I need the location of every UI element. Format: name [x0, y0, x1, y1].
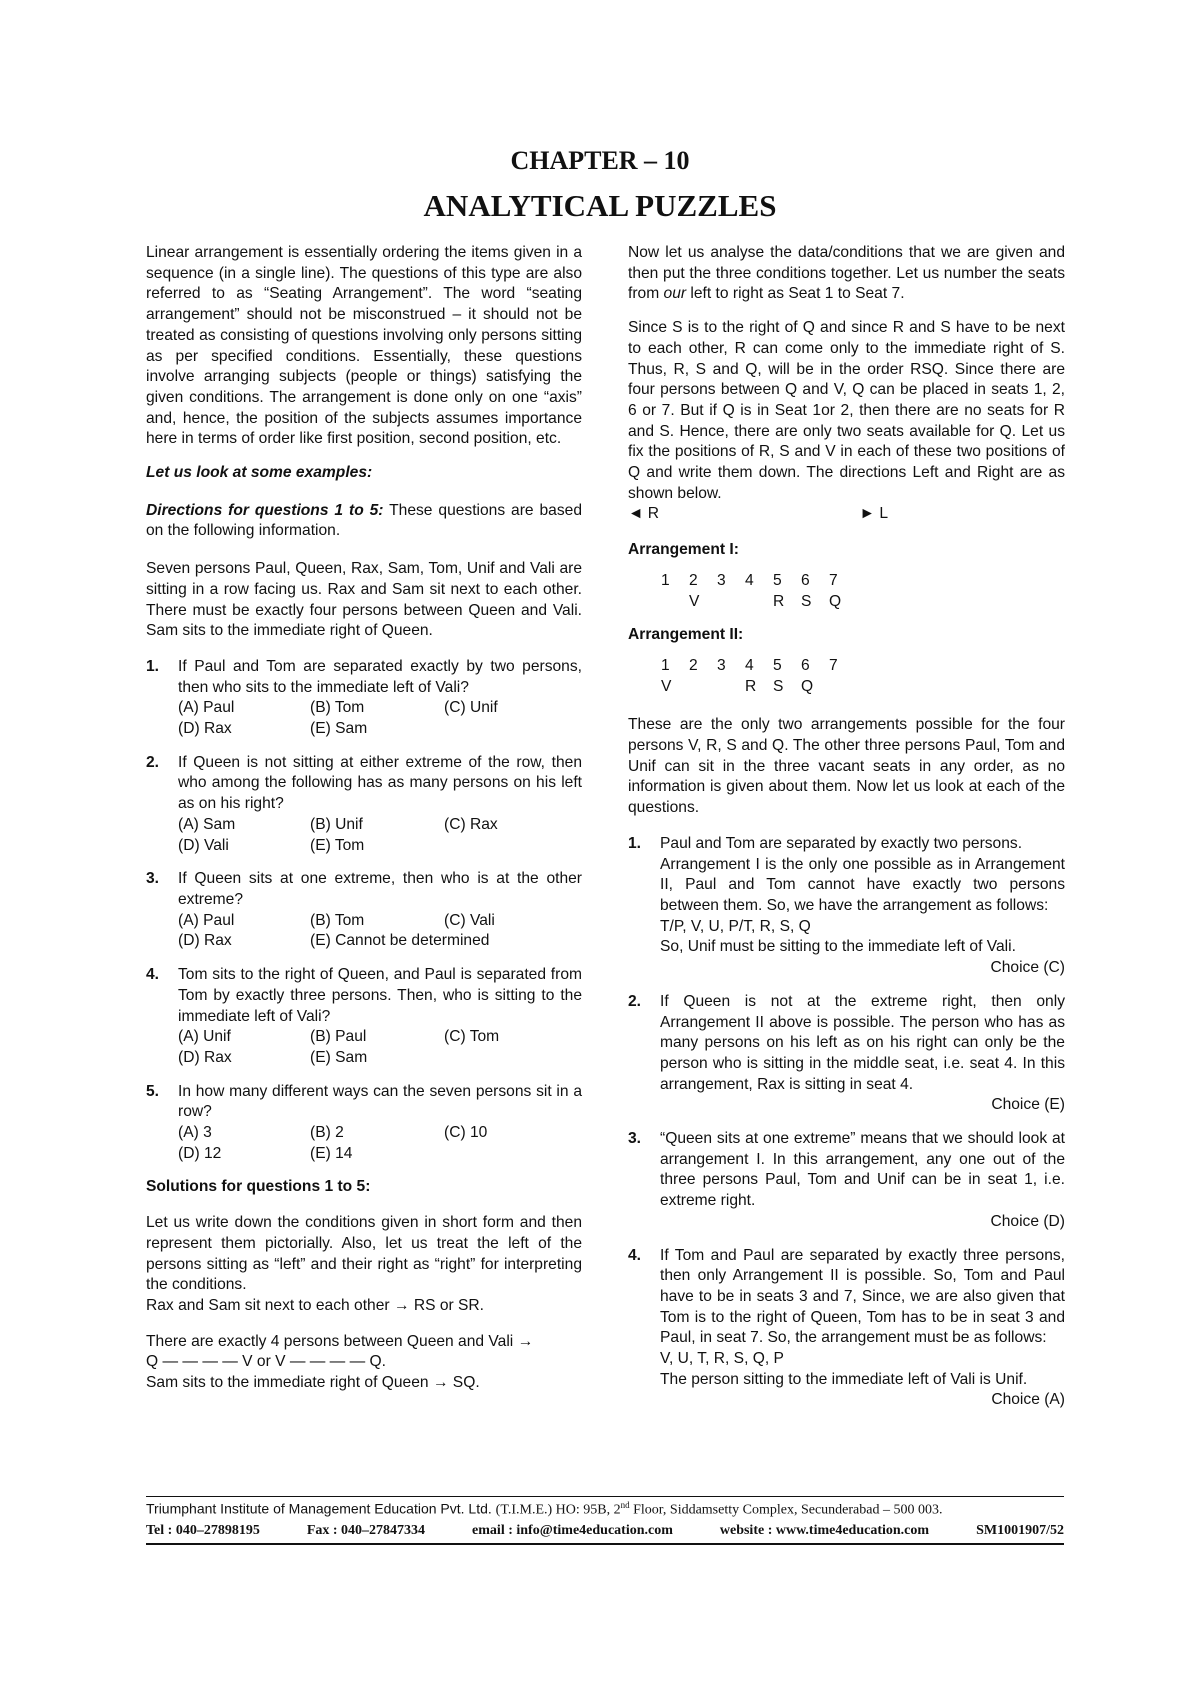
question-number: 1.: [146, 657, 160, 675]
directions-label: Directions for questions 1 to 5:: [146, 501, 384, 519]
answer-item: [628, 1129, 1065, 1233]
seat-number: 2: [689, 571, 698, 589]
arrangement-1-label: Arrangement I:: [628, 541, 739, 559]
question-option: (C) Tom: [444, 1028, 500, 1046]
answer-line: If Tom and Paul are separated by exactly three persons, then only Arrangement II is possible. So, Tom and Paul have to be in seats 3 and 7, Since, we are also given that Tom is to the right of Queen, Tom has to be in seat 3 and Paul, in seat 7. So, the arrangement must be as follows:: [660, 1246, 1065, 1347]
question-options: [178, 1123, 582, 1164]
direction-right-label: ► L: [859, 505, 888, 523]
question-text: Tom sits to the right of Queen, and Paul is separated from Tom by exactly three persons. Then, who is sitting to the immediate left of Vali?: [178, 966, 582, 1025]
page-footer: [146, 1496, 1064, 1545]
arrangement-1-grid: [661, 571, 1065, 612]
seat-person: R: [745, 677, 757, 695]
answer-choice: Choice (D): [990, 1212, 1065, 1230]
analysis-emphasis: our: [663, 285, 687, 303]
question-number: 4.: [146, 966, 160, 984]
seat-number: 4: [745, 656, 754, 674]
question-option: (A) Paul: [178, 911, 235, 929]
answer-choice: Choice (A): [991, 1391, 1065, 1409]
seat-number: 7: [829, 571, 838, 589]
solutions-heading: Solutions for questions 1 to 5:: [146, 1178, 371, 1196]
answer-number: 3.: [628, 1130, 642, 1148]
question-list: [146, 657, 582, 1164]
analysis-paragraph-2: Since S is to the right of Q and since R and S have to be next to each other, R can come only to the immediate right of S. Thus, R, S and Q, will be in the order RSQ. Since there are four persons between Q and V, Q can be placed in seats 1, 2, 6 or 7. But if Q is in Seat 1or 2, then there are no seats for R and S. Hence, there are only two seats available for Q. Let us fix the positions of R, S and V in each of these two positions of Q and write them down. The directions Left and Right are as shown below.: [628, 319, 1065, 502]
seat-person: Q: [829, 592, 842, 610]
answer-number: 1.: [628, 834, 642, 852]
seat-number: 1: [661, 571, 670, 589]
seat-person: V: [661, 677, 672, 695]
analysis-paragraph-3: These are the only two arrangements possible for the four persons V, R, S and Q. The other three persons Paul, Tom and Unif can sit in the three vacant seats in any order, as no information is given about them. Now let us look at each of the questions.: [628, 716, 1065, 817]
solution-paragraph-3a: There are exactly 4 persons between Queen and Vali →: [146, 1332, 534, 1350]
question-option: (A) 3: [178, 1124, 212, 1142]
seat-person: [745, 592, 773, 613]
question-option: (D) Vali: [178, 836, 229, 854]
seat-number: 7: [829, 656, 838, 674]
seat-number: 5: [773, 656, 782, 674]
seat-person: [829, 677, 857, 698]
answer-body: [660, 992, 1065, 1116]
question-options: [178, 911, 582, 952]
question-option: (D) Rax: [178, 932, 232, 950]
directions-paragraph: [146, 501, 582, 542]
info-paragraph: Seven persons Paul, Queen, Rax, Sam, Tom, Unif and Vali are sitting in a row facing us. Rax and Sam sit next to each other. There must be exactly four persons between Queen and Vali. Sam sits to the immediate right of Queen.: [146, 560, 582, 640]
seat-person: R: [773, 592, 785, 610]
analysis-text-post: left to right as Seat 1 to Seat 7.: [686, 285, 905, 303]
solution-paragraph-3b: Q — — — — V or V — — — — Q.: [146, 1353, 386, 1371]
question-option: (D) 12: [178, 1144, 222, 1162]
answer-line: The person sitting to the immediate left of Vali is Unif.: [660, 1370, 1028, 1388]
answer-choice: Choice (C): [990, 959, 1065, 977]
seat-number: 4: [745, 571, 754, 589]
intro-paragraph: Linear arrangement is essentially ordering the items given in a sequence (in a single line). The questions of this type are also referred to as “Seating Arrangement”. The word “seating arrangement” should not be misconstrued – it should not be treated as consisting of questions involving only persons sitting as per specified conditions. Essentially, these questions involve arranging subjects (people or things) satisfying the given conditions. The arrangement is done only on one “axis” and, hence, the position of the subjects assumes importance here in terms of order like first position, second position, etc.: [146, 244, 582, 448]
question-option: (E) Tom: [310, 836, 365, 854]
left-column: [146, 243, 582, 1394]
examples-heading: Let us look at some examples:: [146, 464, 373, 482]
question-text: If Paul and Tom are separated exactly by two persons, then who sits to the immediate left of Vali?: [178, 657, 582, 696]
question-option: (C) Vali: [444, 911, 495, 929]
analysis-text-pre: Now let us analyse the data/conditions that we are given and then put the three conditions together. Let us number the seats from: [628, 244, 1065, 303]
question-item: [146, 753, 582, 857]
question-options: [178, 815, 582, 856]
chapter-title: ANALYTICAL PUZZLES: [423, 188, 777, 223]
footer-page-code: SM1001907/52: [976, 1522, 1064, 1538]
answer-line: V, U, T, R, S, Q, P: [660, 1350, 784, 1368]
question-option: (D) Rax: [178, 1048, 232, 1066]
answer-choice: Choice (E): [991, 1096, 1065, 1114]
question-text: If Queen sits at one extreme, then who is at the other extreme?: [178, 870, 582, 908]
answer-item: [628, 992, 1065, 1116]
answer-number: 2.: [628, 992, 642, 1010]
answer-body: [660, 1246, 1065, 1412]
answer-list: [628, 834, 1065, 1411]
seat-number: 2: [689, 656, 698, 674]
question-option: (B) Tom: [310, 911, 365, 929]
footer-company: Triumphant Institute of Management Education Pvt. Ltd.: [146, 1500, 496, 1517]
footer-tel: Tel : 040–27898195: [146, 1522, 260, 1538]
solution-paragraph-2: Rax and Sam sit next to each other → RS or SR.: [146, 1296, 485, 1314]
question-option: (B) 2: [310, 1124, 344, 1142]
answer-item: [628, 1246, 1065, 1412]
answer-number: 4.: [628, 1246, 642, 1264]
question-option: (B) Unif: [310, 815, 363, 833]
answer-item: [628, 834, 1065, 979]
footer-address-line: [146, 1497, 1064, 1523]
seat-number: 6: [801, 656, 810, 674]
question-item: [146, 869, 582, 952]
question-number: 5.: [146, 1082, 160, 1100]
arrangement-2-grid: [661, 656, 1065, 697]
right-column: [628, 243, 1065, 1424]
question-option: (D) Rax: [178, 720, 232, 738]
question-options: [178, 698, 582, 739]
question-options: [178, 1027, 582, 1068]
question-option: (C) Rax: [444, 815, 498, 833]
footer-bottom-rule: [146, 1543, 1064, 1545]
question-option: (A) Sam: [178, 815, 236, 833]
seat-number: 1: [661, 656, 670, 674]
direction-left-label: ◄ R: [628, 505, 660, 523]
analysis-paragraph-1: [628, 243, 1065, 305]
chapter-heading: CHAPTER – 10: [510, 146, 690, 175]
solution-paragraph-3c: Sam sits to the immediate right of Queen → SQ.: [146, 1374, 480, 1392]
footer-contact-line: [146, 1523, 1064, 1543]
question-item: [146, 965, 582, 1069]
question-number: 2.: [146, 753, 160, 771]
question-option: (B) Tom: [310, 699, 365, 717]
seat-number: 5: [773, 571, 782, 589]
directions-text: These questions are based on the following information.: [146, 501, 582, 540]
answer-body: [660, 1129, 1065, 1233]
seat-person: S: [801, 592, 812, 610]
question-option: (A) Paul: [178, 699, 235, 717]
question-option: (C) 10: [444, 1124, 488, 1142]
seat-person: [717, 592, 745, 613]
question-option: (B) Paul: [310, 1028, 367, 1046]
question-option: (E) 14: [310, 1144, 353, 1162]
seat-person: V: [689, 592, 700, 610]
answer-line: So, Unif must be sitting to the immediate left of Vali.: [660, 938, 1016, 956]
seat-number: 3: [717, 571, 726, 589]
question-item: [146, 657, 582, 740]
footer-email[interactable]: email : info@time4education.com: [472, 1522, 673, 1538]
question-option: (E) Sam: [310, 720, 368, 738]
question-item: [146, 1082, 582, 1165]
answer-line: “Queen sits at one extreme” means that we should look at arrangement I. In this arrangement, any one out of the three persons Paul, Tom and Unif can be in seat 1, i.e. extreme right.: [660, 1130, 1065, 1210]
question-number: 3.: [146, 870, 160, 888]
arrangement-2-label: Arrangement II:: [628, 626, 744, 644]
question-text: If Queen is not sitting at either extreme of the row, then who among the following has as many persons on his left as on his right?: [178, 753, 582, 813]
answer-line: If Queen is not at the extreme right, then only Arrangement II above is possible. The person who has as many persons on his left as on his right can only be the person who is sitting in the middle seat, i.e. seat 4. In this arrangement, Rax is sitting in seat 4.: [660, 992, 1065, 1093]
answer-line: T/P, V, U, P/T, R, S, Q: [660, 917, 811, 935]
footer-hq-a: (T.I.M.E.) HO: 95B, 2: [495, 1502, 621, 1518]
footer-website[interactable]: website : www.time4education.com: [719, 1522, 930, 1538]
footer-hq-c: Floor, Siddamsetty Complex, Secunderabad – 500 003.: [629, 1502, 943, 1518]
answer-body: [660, 834, 1065, 979]
seat-person: [717, 677, 745, 698]
question-option: (A) Unif: [178, 1028, 231, 1046]
solution-paragraph-1: Let us write down the conditions given in short form and then represent them pictorially. Also, let us treat the left of the persons sitting as “left” and their right as “right” for interpreting the conditions.: [146, 1214, 582, 1294]
seat-person: [689, 677, 717, 698]
question-option: (E) Cannot be determined: [310, 932, 490, 950]
seat-number: 3: [717, 656, 726, 674]
question-option: (E) Sam: [310, 1048, 368, 1066]
seat-person: [661, 592, 689, 613]
seat-person: S: [773, 677, 784, 695]
direction-legend: [628, 504, 888, 525]
answer-line: Arrangement I is the only one possible as in Arrangement II, Paul and Tom cannot have exactly two persons between them. So, we have the arrangement as follows:: [660, 855, 1065, 914]
answer-line: Paul and Tom are separated by exactly two persons.: [660, 834, 1023, 852]
seat-number: 6: [801, 571, 810, 589]
seat-person: Q: [801, 677, 814, 695]
footer-fax: Fax : 040–27847334: [306, 1522, 426, 1538]
footer-hq-sup: nd: [620, 1500, 630, 1510]
question-option: (C) Unif: [444, 699, 498, 717]
question-text: In how many different ways can the seven persons sit in a row?: [178, 1082, 582, 1121]
